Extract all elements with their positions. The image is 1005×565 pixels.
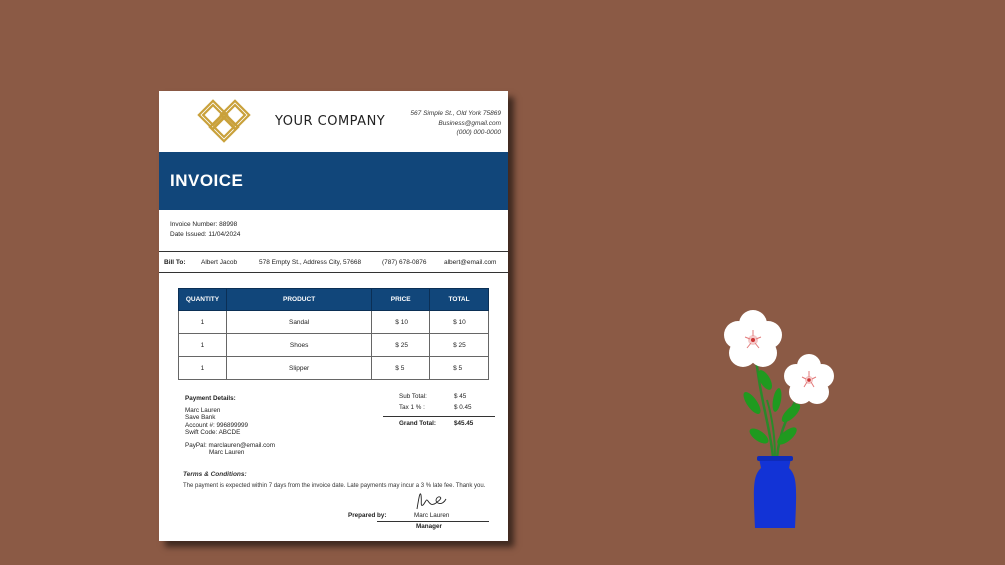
subtotal-row: [383, 393, 495, 404]
table-header-row: [179, 289, 489, 311]
invoice-title: INVOICE: [170, 171, 244, 190]
invoice-document: [159, 91, 508, 541]
prepared-by-name: Marc Lauren: [414, 512, 450, 519]
payment-account: Account #: 996899999: [185, 421, 249, 429]
cell-product: Slipper: [226, 357, 371, 380]
prepared-by-role: Manager: [416, 523, 442, 530]
terms-text: The payment is expected within 7 days from the invoice date. Late payments may incur a 3 % late fee. Thank you.: [183, 483, 486, 489]
payment-bank: Save Bank: [185, 414, 216, 422]
company-phone: (000) 000-0000: [456, 129, 501, 136]
prepared-by-label: Prepared by:: [348, 512, 387, 519]
items-table: [178, 288, 489, 380]
bill-to-label: Bill To:: [164, 259, 186, 266]
grand-total-row: [383, 420, 495, 431]
cell-quantity: 1: [179, 334, 227, 357]
cell-quantity: 1: [179, 357, 227, 380]
totals-divider: [383, 416, 495, 417]
bill-to-row: [159, 251, 508, 273]
cell-total: $ 25: [430, 334, 489, 357]
grand-total-value: $45.45: [454, 420, 474, 427]
header-quantity: QUANTITY: [179, 289, 227, 311]
signature-line: [377, 521, 489, 522]
header-total: TOTAL: [430, 289, 489, 311]
cell-price: $ 25: [372, 334, 430, 357]
cell-total: $ 10: [430, 311, 489, 334]
payment-details: [185, 395, 275, 456]
invoice-number: 88998: [219, 221, 238, 228]
payment-name: Marc Lauren: [185, 407, 221, 415]
terms-section: [183, 471, 493, 490]
bill-to-address: 578 Empty St., Address City, 57668: [259, 259, 362, 266]
cell-price: $ 10: [372, 311, 430, 334]
bill-to-phone: (787) 678-0876: [382, 259, 427, 266]
terms-title: Terms & Conditions:: [183, 471, 247, 478]
payment-title: Payment Details:: [185, 395, 236, 402]
subtotal-label: Sub Total:: [399, 393, 427, 400]
bill-to-name: Albert Jacob: [201, 259, 238, 266]
cell-price: $ 5: [372, 357, 430, 380]
flower-vase-icon: [715, 300, 840, 535]
company-address: 567 Simple St., Old York 75869: [410, 110, 501, 117]
totals-block: [383, 393, 495, 431]
subtotal-value: $ 45: [454, 393, 467, 400]
cell-product: Sandal: [226, 311, 371, 334]
signature-icon: [414, 489, 448, 511]
header-price: PRICE: [372, 289, 430, 311]
table-row: [179, 311, 489, 334]
table-row: [179, 357, 489, 380]
invoice-number-label: Invoice Number:: [170, 221, 218, 228]
paypal-email: marclauren@email.com: [208, 442, 276, 450]
company-name: YOUR COMPANY: [275, 114, 386, 129]
tax-value: $ 0.45: [454, 404, 472, 411]
date-issued-label: Date Issued:: [170, 230, 207, 238]
tax-label: Tax 1 % :: [399, 404, 425, 411]
company-email: Business@gmail.com: [438, 119, 501, 127]
grand-total-label: Grand Total:: [399, 420, 436, 427]
payment-swift: Swift Code: ABCDE: [185, 428, 241, 436]
paypal-label: PayPal:: [185, 442, 207, 450]
invoice-banner: [159, 152, 508, 210]
date-issued: 11/04/2024: [208, 230, 241, 238]
cell-total: $ 5: [430, 357, 489, 380]
table-row: [179, 334, 489, 357]
cell-quantity: 1: [179, 311, 227, 334]
header-product: PRODUCT: [226, 289, 371, 311]
company-contact: [410, 109, 501, 138]
cell-product: Shoes: [226, 334, 371, 357]
company-logo-icon: [195, 99, 253, 143]
paypal-name: Marc Lauren: [209, 449, 245, 457]
invoice-meta: [170, 220, 240, 239]
bill-to-email: albert@email.com: [444, 259, 497, 266]
tax-row: [383, 404, 495, 415]
